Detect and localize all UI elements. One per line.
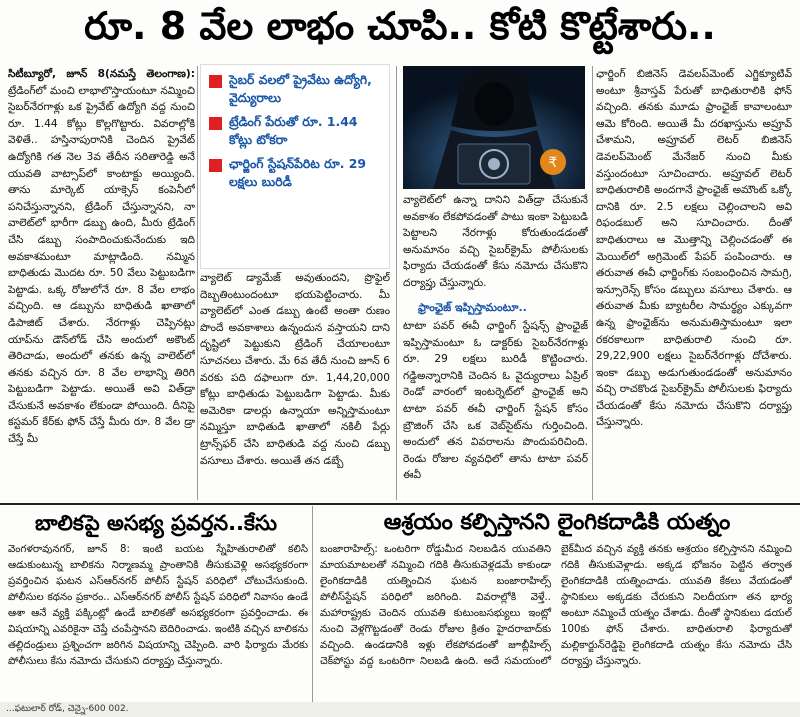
dateline: సిటీబ్యూరో, జూన్ 8(నమస్తే తెలంగాణ): [8,68,195,80]
column-divider [197,66,198,500]
highlight-item-2 [205,113,383,149]
highlight-text-2: ట్రేడింగ్ పేరుతో రూ. 1.44 కోట్లు టోకరా [229,114,358,147]
bullet-icon [209,159,222,172]
column-divider [592,66,593,500]
article-text-2: వ్యాలెట్ డ్యామేజ్ అవుతుందని, ప్రొఫైల్ దెబ్బతింటుందంటూ భయపెట్టించారు. మీ వ్యాలెట్‌లో ఎంత డబ్బు ఉంటే అంతా రుణం పొందే అవకాశాలు ఉన్నందున వస్తాయని దాని దృష్టిలో పెట్టుకుని ట్రేడింగ్ చేయాలంటూ సూచనలు చేశారు. మే 6వ తేదీ నుంచి జూన్ 6 వరకు పది దఫాలుగా రూ. 1,44,20,000 కోట్లు బాధితుడు పెట్టుబడిగా పెట్టాడు. మీకు అమెరికా డాలర్లు ఉన్నాయా అన్నిస్తామంటూ నమ్మిస్తూ బాధితుడి ఖాతాలో నకిలీ పేర్లు ట్రాన్స్‌ఫర్ చేసి బాధితుడి వద్ద నుంచి డబ్బు వసూలు చేశారు. అయితే తన డబ్బే [200,272,390,467]
story2-body [8,542,308,700]
story2-text: వెంగళరావునగర్, జూన్ 8: ఇంటి బయట స్నేహితురాలితో కలిసి ఆడుకుంటున్న బాలికను నిర్మాణమ్మ ప్రాంతానికి తీసుకువెళ్లి అసభ్యకరంగా ప్రవర్తించిన ఘటన ఎస్‌ఆర్‌నగర్ పోలీస్ స్టేషన్ పరిధిలో చోటుచేసుకుంది. పోలీసుల కథనం ప్రకారం.. ఎస్‌ఆర్‌నగర్ పోలీస్ స్టేషన్ పరిధిలో నివాసం ఉండే ఆశా ఆనే వ్యక్తి పక్కింట్లో ఉండే బాలికతో అసభ్యకరంగా ప్రవర్తించాడు. ఈ విషయాన్ని ఎవరికైనా చెప్తే చంపేస్తానని బెదిరించాడు. ఇంటికి వచ్చిన బాలికను తల్లిదండ్రులు ప్రశ్నించగా జరిగిన విషయాన్ని చెప్పింది. వారి ఫిర్యాదు మేరకు పోలీసులు కేసు నమోదు చేసుకుని దర్యాప్తు చేస్తున్నారు. [8,544,308,667]
article-text-1: ట్రేడింగ్‌లో మంచి లాభాలొస్తాయంటూ నమ్మించి సైబర్‌నేరగాళ్లు ఒక ప్రైవేట్ ఉద్యోగి వద్ద నుంచి రూ. 1.44 కోట్లు కొల్లగొట్టారు. వివరాల్లోకి వెళితే.. హస్తినాపురానికి చెందిన ప్రైవేట్ ఉద్యోగికి గత నెల 3వ తేదీన సరితారెడ్డి అనే యువతి వాట్సాప్‌లో కాంటాక్టు అయ్యింది. తాను మార్కెట్ యాక్సెస్ కంపెనీలో పనిచేస్తున్నానని, ట్రేడింగ్ చేస్తున్నానని, నా వాలెట్‌లో భారీగా డబ్బు ఉంది, మీరు ట్రేడింగ్ చేసి డబ్బు సంపాదించుకునేందుకు ఇది అవకాశమంటూ మాట్లాడింది. నమ్మిన బాధితుడు మొదట రూ. 50 వేలు పెట్టుబడిగా పెట్టాడు. ఒక్క రోజులోనే రూ. 8 వేల లాభం వచ్చింది. ఆ డబ్బును బాధితుడి ఖాతాలో డిపాజిట్ చేశారు. నేరగాళ్లు చెప్పినట్లు యాప్‌ను డౌన్‌లోడ్ చేసి అందులో అకౌంట్ తెరిచాడు, అందులో తనకు ఉన్న వాలెట్‌లో తనకు వచ్చిన రూ. 8 వేల లాభాన్ని తిరిగి పెట్టుబడిగా పెట్టాడు. అయితే అవి విత్‌డ్రా చేసుకునే అవకాశం లేకుండా పోయింది. దీనిపై కస్టమర్ కేర్‌కు ఫోన్ చేస్తే మీరు రూ. 8 వేల డ్రా చేస్తే మీ [8,84,195,446]
story2-headline: బాలికపై అసభ్య ప్రవర్తన..కేసు [34,511,277,535]
column-divider [396,66,397,500]
highlights-box [200,64,390,269]
svg-text:₹: ₹ [548,155,558,171]
highlight-item-3 [205,155,383,191]
article-column-1 [8,66,195,500]
article-column-2 [200,270,390,500]
footer-strip: ...ఫటులార్ రోడ్, చెన్నై-600 002. [0,702,800,717]
bullet-icon [209,117,222,130]
highlight-text-3: ఛార్జింగ్ స్టేషన్‌పేరిట రూ. 29 లక్షలు బురిడీ [229,156,366,189]
article-column-3b [403,318,588,500]
column-divider [312,506,313,702]
article-column-4 [596,66,792,500]
section-divider [0,503,800,505]
article-text-3b: టాటా పవర్ ఈవీ ఛార్జింగ్ స్టేషన్స్ ఫ్రాంఛైజ్ ఇప్పిస్తామంటూ ఓ డాక్టర్‌కు సైబర్‌నేరగాళ్లు రూ. 29 లక్షలు బురిడీ కొట్టించారు. గడ్డిఅన్నారానికి చెందిన ఓ వైద్యురాలు ఏప్రిల్ రెండో వారంలో ఇంటర్నెట్‌లో ఫ్రాంఛైజ్ అని టాటా పవర్ ఈవీ ఛార్జింగ్ స్టేషన్ కోసం బ్రౌజింగ్ చేసి ఒక వెబ్‌సైట్‌ను గుర్తించింది. అందులో తన వివరాలను పొందుపరిచింది. రెండు రోజుల వ్యవధిలో తాను టాటా పవర్ ఈవీ [403,320,588,482]
article-body-1 [8,66,195,448]
story3-text: బంజారాహిల్స్: ఒంటరిగా రోడ్డుమీద నిలబడిన యువతిని మాయమాటలతో నమ్మించి గదికి తీసుకువెళ్లడమే కాకుండా లైంగికదాడికి యత్నించిన ఘటన బంజారాహిల్స్ పోలీస్‌స్టేషన్ పరిధిలో జరిగింది. వివరాల్లోకి వెళ్తే.. మహారాష్ట్రకు చెందిన యువతి కుటుంబసభ్యులు ఇంట్లో నుంచి వెళ్లగొట్టడంతో రెండు రోజుల క్రితం హైదరాబాద్‌కు వచ్చింది. ఉండడానికి ఇళ్లు లేకపోవడంతో జూబ్లీహిల్స్ చెక్‌పోస్టు వద్ద ఒంటరిగా నిలబడి ఉంది. అదే సమయంలో బైక్‌మీద వచ్చిన వ్యక్తి తనకు ఆశ్రయం కల్పిస్తానని నమ్మించి గదికి తీసుకువెళ్లాడు. అక్కడ భోజనం పెట్టిన తర్వాత లైంగికదాడికి యత్నించాడు. యువతి కేకలు వేయడంతో స్థానికులు అక్కడకు చేరుకుని నిలదీయగా తన భార్య అంటూ నమ్మించే యత్నం చేశాడు. దీంతో స్థానికులు డయల్ 100కు ఫోన్ చేశారు. బాధితురాలి ఫిర్యాదుతో మల్లికార్జున్‌రెడ్డిపై లైంగికదాడి యత్నం కేసు నమోదు చేసి దర్యాప్తు చేస్తున్నారు. [320,544,792,667]
highlight-text-1: సైబర్ వలలో ప్రైవేటు ఉద్యోగి, వైద్యురాలు [229,72,372,105]
article-text-3: వ్యాలెట్‌లో ఉన్నా దానిని విత్‌డ్రా చేసుకునే అవకాశం లేకపోవడంతో పాటు ఇంకా పెట్టుబడి పెట్టాలని నేరగాళ్లు కోరుతుండడంతో అనుమానం వచ్చి సైబర్‌క్రైమ్ పోలీసులకు ఫిర్యాదు చేయడంతో కేసు నమోదు చేసుకొని దర్యాప్తు చేస్తున్నారు. [403,194,588,289]
hacker-photo [403,66,585,189]
bullet-icon [209,75,222,88]
subheading: ఫ్రాంఛైజ్ ఇప్పిస్తామంటూ.. [418,301,527,314]
story3-headline: ఆశ్రయం కల్పిస్తానని లైంగికదాడికి యత్నం [383,510,731,535]
article-text-4: ఛార్జింగ్ బిజినెస్ డెవలప్‌మెంట్ ఎగ్జిక్యూటివ్ అంటూ శ్రీవాస్తవ్ పేరుతో బాధితురాలికి ఫోన్ వచ్చింది. తనకు మూడు ఫ్రాంఛైజ్ కావాలంటూ ఆమె కోరింది. అయితే మీ దరఖాస్తును అప్రూవ్ చేశామని, అప్రూవల్ లెటర్ బిజినెస్ డెవలప్‌మెంట్ మేనేజర్ నుంచి మీకు వస్తుందంటూ సూచించారు. అప్రూవల్ లెటర్ బాధితురాలికి అందగానే ఫ్రాంఛైజ్ అమౌంట్ ఒక్కో దానికి రూ. 2.5 లక్షలు చెల్లించాలని అవి రిఫండబుల్ అని సూచించారు. దీంతో బాధితురాలు ఆ మొత్తాన్ని చెల్లించడంతో ఈ మెయిల్‌లో అగ్రిమెంట్ పేపర్ పంపించారు. ఆ తరువాత ఈవీ ఛార్జింగ్‌కు సంబంధించిన సామగ్రి, ఇన్సూరెన్స్ కోసం డబ్బులు వసూలు చేశారు. ఆ తరువాత మీకు బ్యాటరీల సామర్థ్యం ఎక్కువగా ఉన్న ఫ్రాంఛైజ్‌ను అనుమతిస్తామంటూ ఇలా రకరకాలుగా బాధితురాలి నుంచి రూ. 29,22,900 లక్షలు సైబర్‌నేరగాళ్లు దోచేశారు. ఇంకా డబ్బు అడుగుతుండడంతో అనుమానం వచ్చి రాచకొండ సైబర్‌క్రైమ్ పోలీసులకు ఫిర్యాదు చేయడంతో కేసు నమోదు చేసుకొని దర్యాప్తు చేస్తున్నారు. [596,68,792,429]
main-headline: రూ. 8 వేల లాభం చూపి.. కోటి కొట్టేశారు.. [84,4,716,48]
story3-body [320,542,792,700]
highlight-item-1 [205,71,383,107]
hacker-illustration [403,66,585,189]
